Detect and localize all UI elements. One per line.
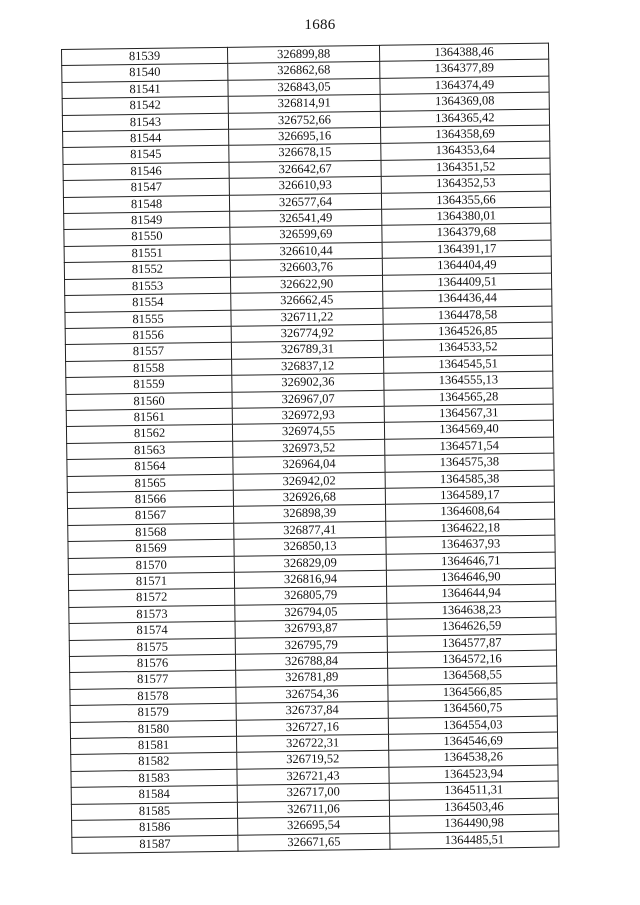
y-coordinate-cell: 1364358,69 [381, 125, 550, 144]
y-coordinate-cell: 1364571,54 [385, 437, 554, 456]
point-number-cell: 81555 [65, 310, 231, 329]
point-number-cell: 81546 [63, 162, 229, 181]
x-coordinate-cell: 326789,31 [231, 341, 383, 359]
point-number-cell: 81542 [62, 97, 228, 116]
point-number-cell: 81550 [64, 228, 230, 247]
point-number-cell: 81543 [62, 113, 228, 132]
point-number-cell: 81578 [70, 687, 236, 706]
x-coordinate-cell: 326829,09 [234, 554, 386, 572]
x-coordinate-cell: 326814,91 [228, 95, 380, 113]
y-coordinate-cell: 1364622,18 [386, 519, 555, 538]
point-number-cell: 81586 [72, 818, 238, 837]
y-coordinate-cell: 1364567,31 [384, 404, 553, 423]
y-coordinate-cell: 1364379,68 [382, 224, 551, 243]
point-number-cell: 81569 [68, 539, 234, 558]
y-coordinate-cell: 1364555,13 [384, 371, 553, 390]
x-coordinate-cell: 326662,45 [231, 291, 383, 309]
x-coordinate-cell: 326541,49 [230, 209, 382, 227]
x-coordinate-cell: 326717,00 [237, 784, 389, 802]
x-coordinate-cell: 326805,79 [235, 587, 387, 605]
point-number-cell: 81581 [71, 736, 237, 755]
x-coordinate-cell: 326964,04 [233, 455, 385, 473]
y-coordinate-cell: 1364391,17 [382, 240, 551, 259]
point-number-cell: 81559 [66, 375, 232, 394]
coordinates-table-container [61, 43, 559, 854]
page-number: 1686 [304, 17, 336, 33]
x-coordinate-cell: 326942,02 [233, 472, 385, 490]
point-number-cell: 81549 [64, 211, 230, 230]
x-coordinate-cell: 326622,90 [230, 275, 382, 293]
point-number-cell: 81577 [70, 671, 236, 690]
x-coordinate-cell: 326862,68 [228, 62, 380, 80]
point-number-cell: 81547 [63, 179, 229, 198]
point-number-cell: 81563 [67, 441, 233, 460]
point-number-cell: 81566 [67, 490, 233, 509]
y-coordinate-cell: 1364546,69 [388, 732, 557, 751]
point-number-cell: 81540 [62, 64, 228, 83]
point-number-cell: 81553 [65, 277, 231, 296]
y-coordinate-cell: 1364608,64 [385, 502, 554, 521]
x-coordinate-cell: 326974,55 [232, 423, 384, 441]
point-number-cell: 81574 [69, 621, 235, 640]
x-coordinate-cell: 326722,31 [237, 734, 389, 752]
y-coordinate-cell: 1364533,52 [383, 338, 552, 357]
point-number-cell: 81575 [69, 638, 235, 657]
x-coordinate-cell: 326837,12 [232, 357, 384, 375]
x-coordinate-cell: 326719,52 [237, 751, 389, 769]
x-coordinate-cell: 326711,06 [237, 800, 389, 818]
y-coordinate-cell: 1364436,44 [383, 289, 552, 308]
x-coordinate-cell: 326752,66 [228, 111, 380, 129]
point-number-cell: 81541 [62, 80, 228, 99]
y-coordinate-cell: 1364365,42 [380, 109, 549, 128]
y-coordinate-cell: 1364565,28 [384, 388, 553, 407]
y-coordinate-cell: 1364511,31 [389, 781, 558, 800]
y-coordinate-cell: 1364554,03 [388, 716, 557, 735]
x-coordinate-cell: 326973,52 [233, 439, 385, 457]
y-coordinate-cell: 1364377,89 [380, 60, 549, 79]
x-coordinate-cell: 326793,87 [235, 620, 387, 638]
y-coordinate-cell: 1364503,46 [389, 798, 558, 817]
y-coordinate-cell: 1364538,26 [389, 749, 558, 768]
y-coordinate-cell: 1364575,38 [385, 453, 554, 472]
y-coordinate-cell: 1364626,59 [387, 617, 556, 636]
y-coordinate-cell: 1364380,01 [382, 207, 551, 226]
y-coordinate-cell: 1364560,75 [388, 699, 557, 718]
x-coordinate-cell: 326695,54 [238, 816, 390, 834]
x-coordinate-cell: 326610,44 [230, 242, 382, 260]
point-number-cell: 81587 [72, 835, 238, 854]
y-coordinate-cell: 1364646,71 [386, 552, 555, 571]
x-coordinate-cell: 326926,68 [233, 488, 385, 506]
y-coordinate-cell: 1364638,23 [387, 601, 556, 620]
point-number-cell: 81554 [65, 293, 231, 312]
y-coordinate-cell: 1364490,98 [390, 814, 559, 833]
y-coordinate-cell: 1364526,85 [383, 322, 552, 341]
y-coordinate-cell: 1364589,17 [385, 486, 554, 505]
x-coordinate-cell: 326721,43 [237, 767, 389, 785]
y-coordinate-cell: 1364388,46 [379, 43, 548, 62]
y-coordinate-cell: 1364572,16 [387, 650, 556, 669]
y-coordinate-cell: 1364478,58 [383, 306, 552, 325]
x-coordinate-cell: 326794,05 [235, 603, 387, 621]
x-coordinate-cell: 326737,84 [236, 702, 388, 720]
y-coordinate-cell: 1364577,87 [387, 634, 556, 653]
x-coordinate-cell: 326902,36 [232, 373, 384, 391]
point-number-cell: 81585 [71, 802, 237, 821]
point-number-cell: 81545 [63, 146, 229, 165]
x-coordinate-cell: 326781,89 [236, 669, 388, 687]
y-coordinate-cell: 1364353,64 [381, 142, 550, 161]
y-coordinate-cell: 1364409,51 [382, 273, 551, 292]
x-coordinate-cell: 326754,36 [236, 685, 388, 703]
point-number-cell: 81573 [69, 605, 235, 624]
x-coordinate-cell: 326850,13 [234, 537, 386, 555]
y-coordinate-cell: 1364637,93 [386, 535, 555, 554]
point-number-cell: 81564 [67, 457, 233, 476]
x-coordinate-cell: 326727,16 [236, 718, 388, 736]
x-coordinate-cell: 326795,79 [235, 636, 387, 654]
point-number-cell: 81560 [66, 392, 232, 411]
y-coordinate-cell: 1364569,40 [384, 420, 553, 439]
x-coordinate-cell: 326603,76 [230, 259, 382, 277]
point-number-cell: 81567 [68, 507, 234, 526]
y-coordinate-cell: 1364351,52 [381, 158, 550, 177]
point-number-cell: 81557 [65, 343, 231, 362]
x-coordinate-cell: 326898,39 [234, 505, 386, 523]
y-coordinate-cell: 1364485,51 [390, 831, 559, 850]
x-coordinate-cell: 326610,93 [229, 177, 381, 195]
point-number-cell: 81579 [70, 704, 236, 723]
point-number-cell: 81552 [64, 261, 230, 280]
point-number-cell: 81571 [68, 572, 234, 591]
point-number-cell: 81583 [71, 769, 237, 788]
point-number-cell: 81576 [69, 654, 235, 673]
x-coordinate-cell: 326972,93 [232, 406, 384, 424]
x-coordinate-cell: 326899,88 [227, 45, 379, 63]
y-coordinate-cell: 1364566,85 [388, 683, 557, 702]
point-number-cell: 81548 [63, 195, 229, 214]
point-number-cell: 81558 [66, 359, 232, 378]
y-coordinate-cell: 1364369,08 [380, 92, 549, 111]
y-coordinate-cell: 1364545,51 [384, 355, 553, 374]
y-coordinate-cell: 1364374,49 [380, 76, 549, 95]
y-coordinate-cell: 1364352,53 [381, 174, 550, 193]
x-coordinate-cell: 326577,64 [229, 193, 381, 211]
point-number-cell: 81582 [71, 753, 237, 772]
y-coordinate-cell: 1364585,38 [385, 470, 554, 489]
point-number-cell: 81544 [63, 129, 229, 148]
point-number-cell: 81562 [66, 425, 232, 444]
x-coordinate-cell: 326695,16 [229, 127, 381, 145]
coordinates-table-body [62, 43, 559, 853]
point-number-cell: 81565 [67, 474, 233, 493]
x-coordinate-cell: 326774,92 [231, 324, 383, 342]
point-number-cell: 81556 [65, 326, 231, 345]
x-coordinate-cell: 326816,94 [234, 570, 386, 588]
y-coordinate-cell: 1364404,49 [382, 256, 551, 275]
y-coordinate-cell: 1364523,94 [389, 765, 558, 784]
x-coordinate-cell: 326967,07 [232, 390, 384, 408]
x-coordinate-cell: 326788,84 [235, 652, 387, 670]
point-number-cell: 81561 [66, 408, 232, 427]
point-number-cell: 81570 [68, 556, 234, 575]
coordinates-table [61, 43, 559, 854]
x-coordinate-cell: 326711,22 [231, 308, 383, 326]
point-number-cell: 81580 [70, 720, 236, 739]
point-number-cell: 81551 [64, 244, 230, 263]
y-coordinate-cell: 1364646,90 [386, 568, 555, 587]
point-number-cell: 81584 [71, 786, 237, 805]
point-number-cell: 81539 [62, 47, 228, 66]
x-coordinate-cell: 326877,41 [234, 521, 386, 539]
point-number-cell: 81568 [68, 523, 234, 542]
x-coordinate-cell: 326599,69 [230, 226, 382, 244]
y-coordinate-cell: 1364355,66 [381, 191, 550, 210]
y-coordinate-cell: 1364568,55 [388, 667, 557, 686]
x-coordinate-cell: 326843,05 [228, 78, 380, 96]
y-coordinate-cell: 1364644,94 [387, 584, 556, 603]
x-coordinate-cell: 326642,67 [229, 160, 381, 178]
point-number-cell: 81572 [69, 589, 235, 608]
x-coordinate-cell: 326678,15 [229, 144, 381, 162]
x-coordinate-cell: 326671,65 [238, 833, 390, 851]
